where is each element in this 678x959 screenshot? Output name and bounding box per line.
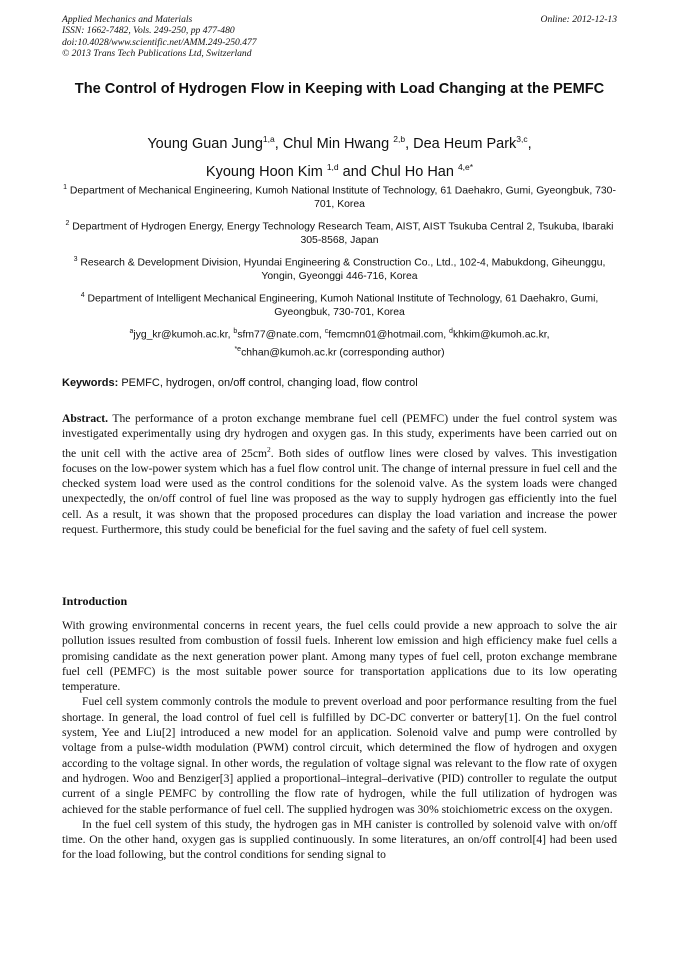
author-and: and [342, 163, 367, 180]
author-line-1 [62, 128, 617, 156]
paragraph: With growing environmental concerns in recent years, the fuel cells could provide a new approach to solve the air pollution issues resulted from combustion of fossil fuels. Inherent low emission and high efficiency make fuel cells a promising candidate as the next generation power plant. Among many types of fuel cell, proton exchange membrane fuel cell (PEMFC) is the most suitable power source for transportation applications due to its low operating temperature. [62, 619, 617, 694]
email-address: sfm77@nate.com, [237, 329, 322, 341]
introduction-body [62, 618, 617, 863]
online-date: Online: 2012-12-13 [540, 14, 617, 25]
author-sup: 2,b [393, 134, 406, 144]
affiliation-list [62, 181, 617, 360]
author-sup: 3,c [516, 134, 528, 144]
affiliation-number: 2 [65, 220, 70, 228]
affiliation-1 [62, 181, 617, 212]
abstract-text: The performance of a proton exchange membrane fuel cell (PEMFC) under the fuel control system was investigated experimentally using dry hydrogen and oxygen gas. In this study, experiments have been carried out on the unit cell with the active area of 25cm [62, 412, 617, 460]
author-name: Young Guan Jung [147, 135, 263, 152]
abstract-text-cont: . Both sides of outflow lines were closed by valves. This investigation focuses on the low-power system which has a fuel flow control unit. The change of internal pressure in fuel cell and the checked system load were used as the control conditions for the solenoid valve. As the system loads were changed unexpectedly, the on/off control of fuel line was proposed as the way to supply hydrogen gas efficiently into the fuel cell. As a result, it was shown that the proposed procedures can display the load variation and increase the power request. Furthermore, this study could be beneficial for the fuel saving and the safety of fuel cell system. [62, 446, 617, 536]
email-sup: d [449, 328, 453, 336]
affiliation-number: 3 [73, 256, 78, 264]
abstract-superscript: 2 [266, 444, 271, 454]
journal-header [62, 14, 617, 59]
email-sup: b [233, 328, 238, 336]
author-list [62, 128, 617, 184]
affiliation-number: 1 [63, 184, 67, 191]
author-name: Chul Min Hwang [282, 135, 390, 152]
author-name: Dea Heum Park [413, 135, 517, 152]
author-separator: , [274, 135, 279, 152]
keywords-text: PEMFC, hydrogen, on/off control, changing load, flow control [121, 377, 418, 389]
paragraph: Fuel cell system commonly controls the module to prevent overload and poor performance resulting from the fuel shortage. In general, the load control of fuel cell is fulfilled by DC-DC converter or battery[1]. On the fuel control system, Yee and Liu[2] introduced a new model for an application. Solenoid valve and pump were controlled by voltage from a pulse-width modulation (PWM) control circuit, which determined the flow of hydrogen and oxygen according to the voltage signal. In other words, the regulation of voltage signal was relevant to the flow rate of oxygen and hydrogen. Woo and Benziger[3] applied a proportional–integral–derivative (PID) controller to regulate the output current of a single PEMFC by controlling the flow rate of hydrogen, while the full utilization of hydrogen was achieved for the stable performance of fuel cell. The supplied hydrogen was 30% stoichiometric excess on the oxygen. [62, 695, 617, 816]
author-separator: , [405, 135, 410, 152]
abstract [62, 411, 617, 537]
paper-title: The Control of Hydrogen Flow in Keeping with Load Changing at the PEMFC [74, 81, 605, 97]
affiliation-4 [62, 289, 617, 320]
keywords [62, 376, 617, 390]
author-name: Kyoung Hoon Kim [205, 163, 323, 180]
email-address: femcmn01@hotmail.com, [328, 329, 447, 341]
email-sup: a [129, 328, 134, 336]
email-address: khkim@kumoh.ac.kr, [452, 329, 550, 341]
affiliation-text: Department of Hydrogen Energy, Energy Technology Research Team, AIST, AIST Tsukuba Central 2, Tsukuba, Ibaraki 305-8568, Japan [72, 221, 614, 247]
author-line-2 [62, 156, 617, 184]
email-list [62, 325, 617, 360]
affiliation-text: Department of Mechanical Engineering, Kumoh National Institute of Technology, 61 Daehakro, Gumi, Gyeongbuk, 730-701, Korea [69, 185, 616, 211]
author-sup: 1,a [262, 134, 275, 144]
journal-name: Applied Mechanics and Materials [62, 14, 193, 25]
section-heading-introduction: Introduction [62, 594, 128, 608]
doi-line: doi:10.4028/www.scientific.net/AMM.249-250.477 [62, 36, 257, 48]
email-address: chhan@kumoh.ac.kr (corresponding author) [241, 347, 445, 359]
email-sup: c [324, 328, 329, 336]
email-sup: *e [234, 345, 242, 353]
author-name: Chul Ho Han [370, 163, 454, 180]
affiliation-3 [62, 253, 617, 284]
author-separator: , [527, 135, 532, 152]
affiliation-text: Department of Intelligent Mechanical Engineering, Kumoh National Institute of Technology, 61 Daehakro, Gumi, Gyeongbuk, 730-701, Korea [87, 293, 599, 319]
author-sup: 4,e* [457, 161, 474, 172]
abstract-label: Abstract. [62, 412, 109, 425]
author-sup: 1,d [326, 161, 339, 172]
affiliation-number: 4 [80, 292, 85, 300]
copyright-line: © 2013 Trans Tech Publications Ltd, Switzerland [62, 47, 252, 59]
affiliation-text: Research & Development Division, Hyundai Engineering & Construction Co., Ltd., 102-4, Mabukdong, Giheunggu, Yongin, Gyeonggi 446-716, Korea [80, 257, 606, 283]
paragraph: In the fuel cell system of this study, the hydrogen gas in MH canister is controlled by solenoid valve with on/off time. On the other hand, oxygen gas is supplied continuously. In some literatures, an on/off control[4] had been used for the load following, but the control conditions for sending signal to [62, 817, 617, 862]
issn-line: ISSN: 1662-7482, Vols. 249-250, pp 477-480 [62, 25, 235, 37]
keywords-label: Keywords: [62, 377, 119, 389]
affiliation-2 [62, 217, 617, 248]
email-address: jyg_kr@kumoh.ac.kr, [133, 329, 231, 341]
